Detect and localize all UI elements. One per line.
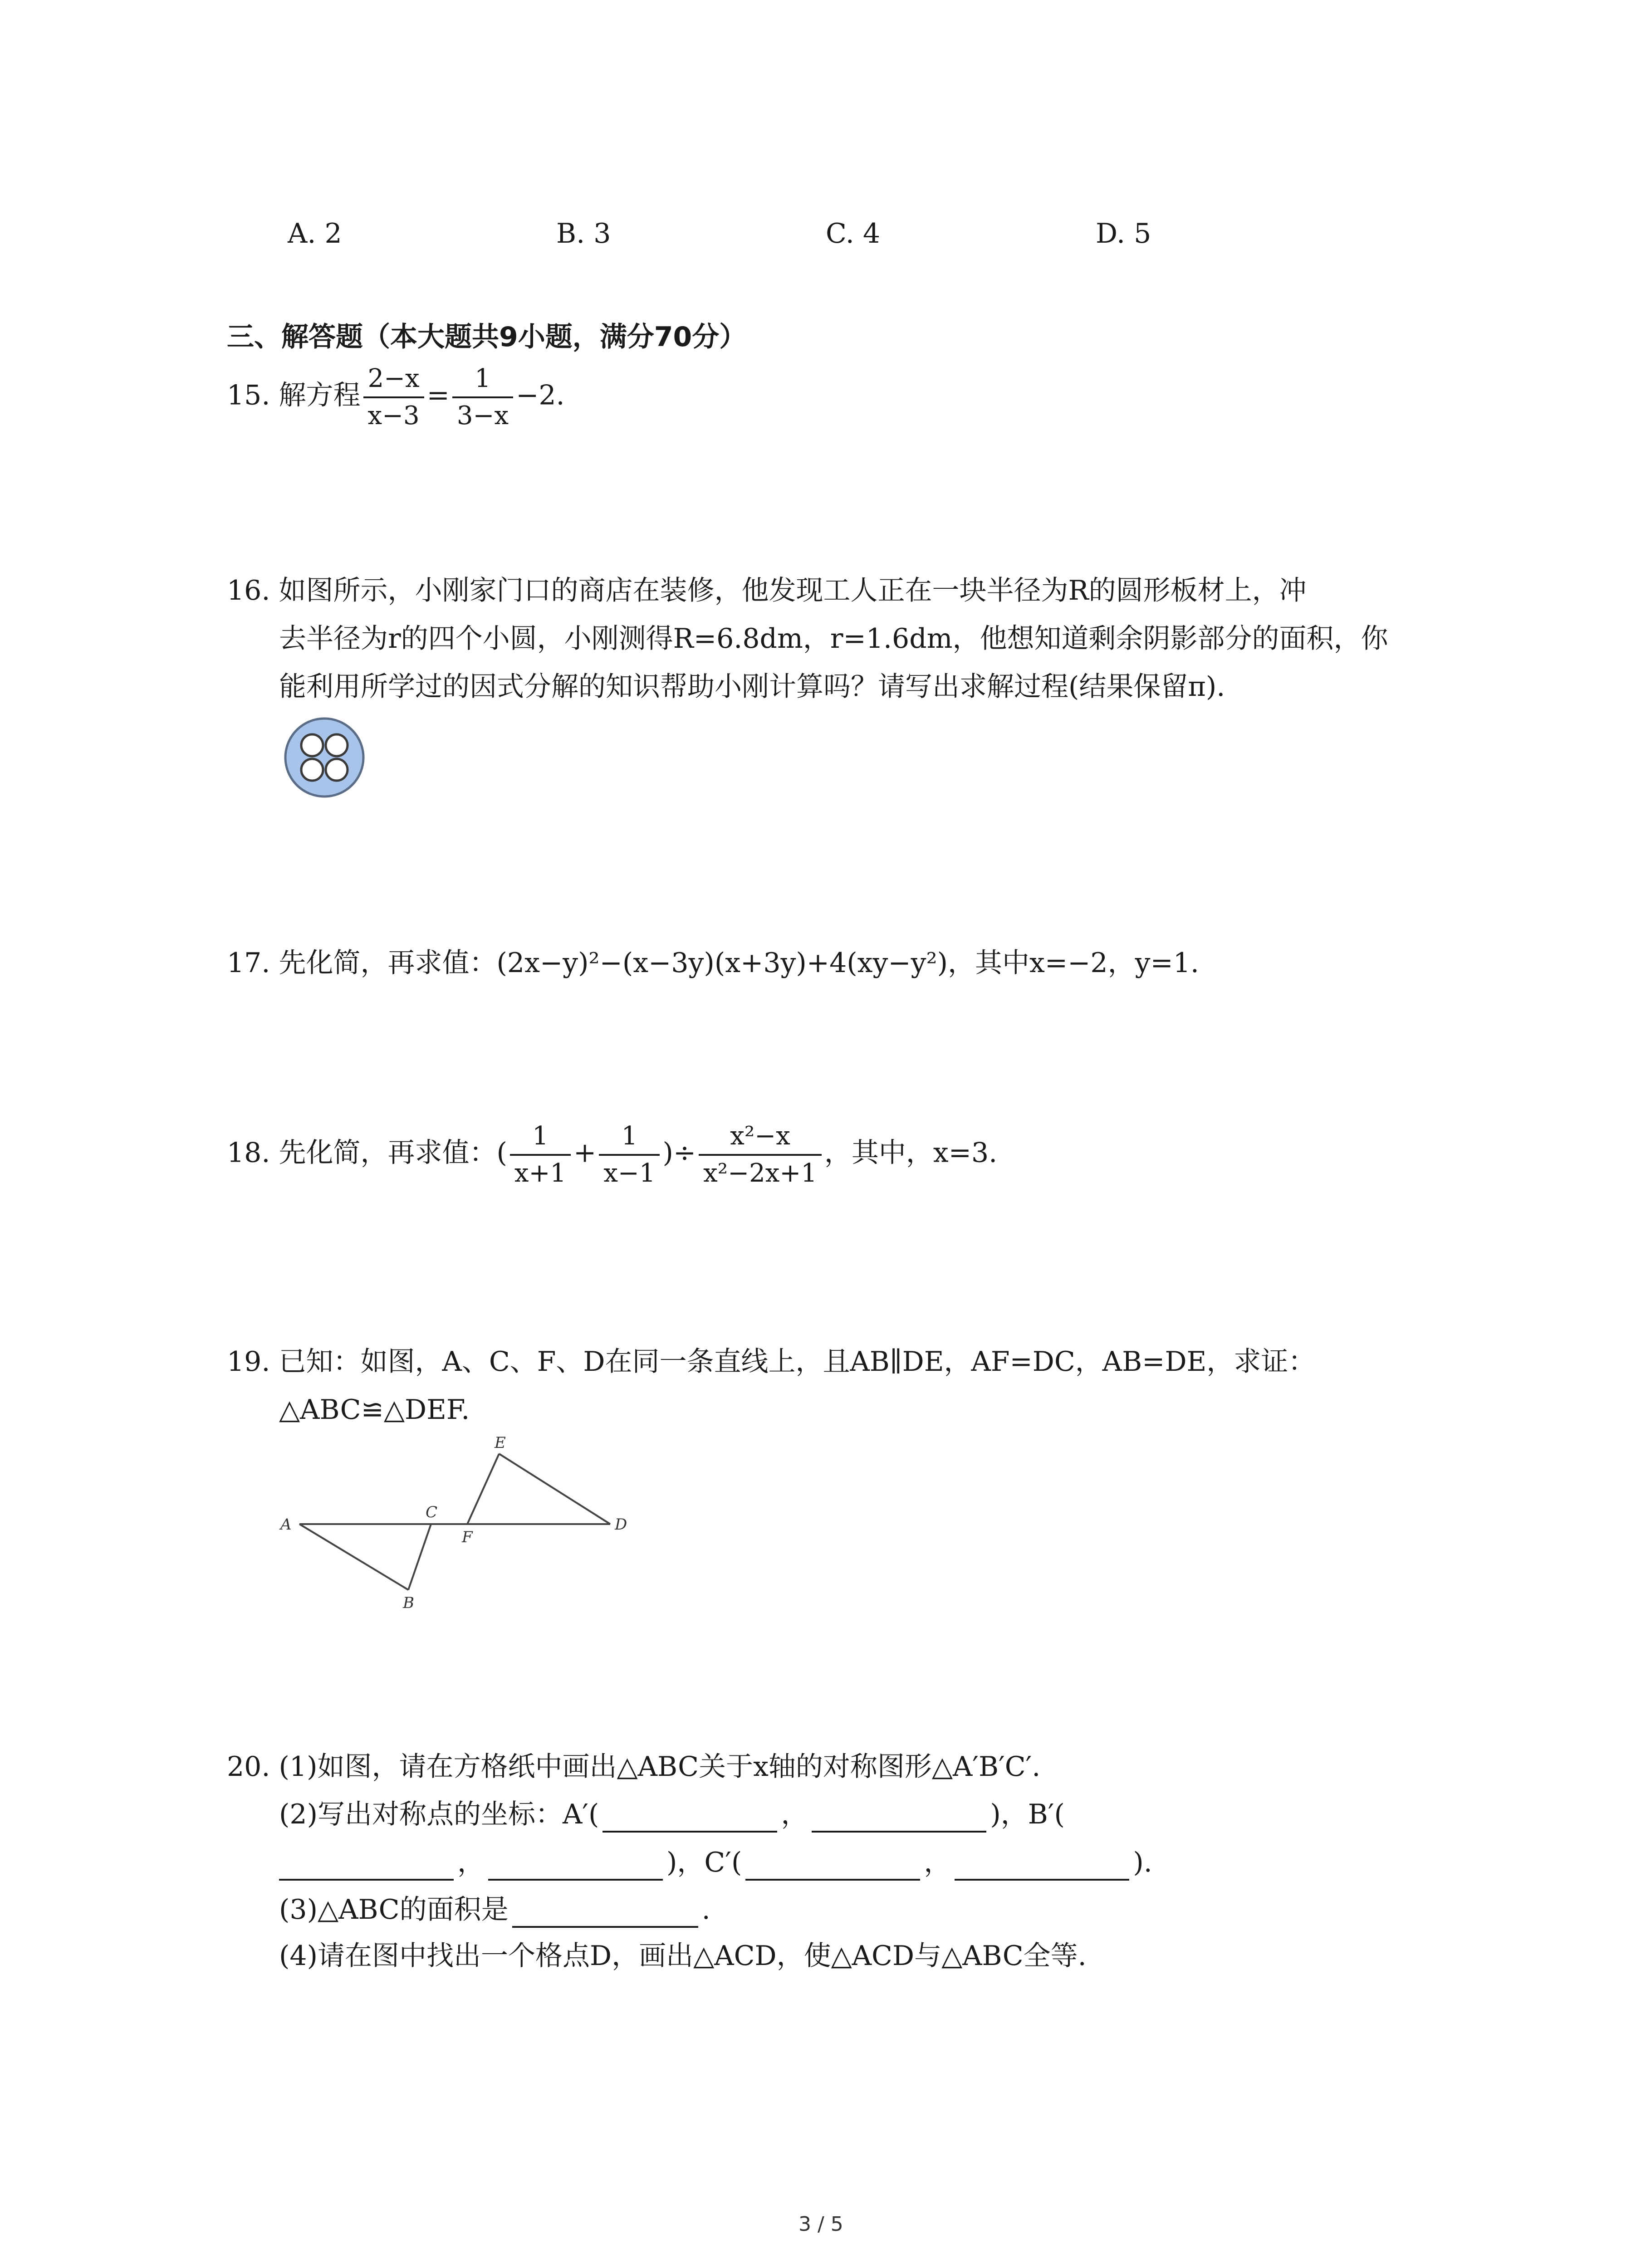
q16-line-1: 16. 如图所示，小刚家门口的商店在装修，他发现工人正在一块半径为R的圆形板材上，冲 bbox=[227, 575, 1307, 606]
choice-c: C. 4 bbox=[826, 218, 881, 249]
triangle-figure bbox=[272, 1429, 635, 1610]
question-18 bbox=[227, 1120, 997, 1189]
q16-line-3: 能利用所学过的因式分解的知识帮助小刚计算吗？请写出求解过程(结果保留π). bbox=[279, 671, 1225, 703]
q15-fraction-1 bbox=[363, 363, 424, 432]
comma: ， bbox=[457, 1847, 485, 1878]
q18-f2-numerator: 1 bbox=[599, 1120, 660, 1156]
q18-f3-numerator: x²−x bbox=[699, 1120, 822, 1156]
q15-frac1-numerator: 2−x bbox=[363, 363, 424, 398]
q15-fraction-2 bbox=[452, 363, 513, 432]
q15-equals: = bbox=[426, 379, 450, 411]
answer-blank-cx[interactable] bbox=[745, 1852, 920, 1881]
q20-line3-end: ). bbox=[1133, 1847, 1152, 1878]
label-c: C bbox=[426, 1503, 438, 1521]
comma: ， bbox=[781, 1799, 808, 1830]
q18-f2-denominator: x−1 bbox=[603, 1158, 656, 1188]
answer-blank-ax[interactable] bbox=[603, 1804, 777, 1833]
segment-ed bbox=[499, 1454, 610, 1524]
q15-frac2-denominator: 3−x bbox=[456, 401, 509, 430]
choice-a: A. 2 bbox=[288, 218, 342, 249]
q18-tail: ，其中，x=3. bbox=[824, 1137, 998, 1169]
label-e: E bbox=[495, 1434, 506, 1452]
q15-tail: −2. bbox=[516, 379, 565, 411]
q18-label: 18. 先化简，再求值：( bbox=[227, 1137, 507, 1169]
question-17: 17. 先化简，再求值：(2x−y)²−(x−3y)(x+3y)+4(xy−y²)，其中x=−2，y=1. bbox=[227, 947, 1200, 979]
answer-blank-by[interactable] bbox=[488, 1852, 663, 1881]
q20-part3-label: (3)△ABC的面积是 bbox=[279, 1894, 509, 1926]
q18-plus: + bbox=[573, 1137, 597, 1169]
answer-blank-cy[interactable] bbox=[955, 1852, 1129, 1881]
label-b: B bbox=[403, 1594, 414, 1610]
q15-label: 15. 解方程 bbox=[227, 379, 361, 411]
label-a: A bbox=[280, 1515, 292, 1534]
hole-circle bbox=[326, 734, 348, 756]
q18-f1-denominator: x+1 bbox=[514, 1158, 567, 1188]
page-number: 3 / 5 bbox=[798, 2213, 843, 2236]
label-f: F bbox=[462, 1528, 473, 1546]
q20-c-prime-label: )，C′( bbox=[666, 1847, 742, 1878]
q19-line-1: 19. 已知：如图，A、C、F、D在同一条直线上，且AB∥DE，AF=DC，AB=DE，求证： bbox=[227, 1346, 1316, 1378]
question-15 bbox=[227, 363, 565, 432]
q20-line-3 bbox=[279, 1844, 1152, 1881]
segment-fe bbox=[467, 1454, 499, 1524]
q20-b-prime-label: )，B′( bbox=[990, 1799, 1065, 1830]
hole-circle bbox=[326, 759, 348, 781]
hole-circle bbox=[301, 759, 323, 781]
q18-fraction-2 bbox=[599, 1120, 660, 1189]
q20-line-2 bbox=[279, 1796, 1065, 1833]
q18-f3-denominator: x²−2x+1 bbox=[703, 1158, 817, 1188]
q15-frac2-numerator: 1 bbox=[452, 363, 513, 398]
answer-blank-ay[interactable] bbox=[812, 1804, 986, 1833]
label-d: D bbox=[615, 1515, 627, 1534]
q18-f1-numerator: 1 bbox=[510, 1120, 571, 1156]
q18-fraction-1 bbox=[510, 1120, 571, 1189]
section-title: 三、解答题（本大题共9小题，满分70分） bbox=[227, 321, 747, 353]
q16-line-2: 去半径为r的四个小圆，小刚测得R=6.8dm，r=1.6dm，他想知道剩余阴影部分的面积，你 bbox=[279, 623, 1388, 655]
answer-blank-area[interactable] bbox=[512, 1899, 698, 1928]
segment-bc bbox=[408, 1524, 431, 1590]
q20-line-4 bbox=[279, 1892, 710, 1928]
hole-circle bbox=[301, 734, 323, 756]
q18-divide: )÷ bbox=[662, 1137, 696, 1169]
choice-b: B. 3 bbox=[556, 218, 611, 249]
q19-line-2: △ABC≌△DEF. bbox=[279, 1394, 470, 1426]
q20-line4-end: . bbox=[701, 1894, 710, 1926]
q18-fraction-3 bbox=[699, 1120, 822, 1189]
comma: ， bbox=[924, 1847, 951, 1878]
q20-line-5: (4)请在图中找出一个格点D，画出△ACD，使△ACD与△ABC全等. bbox=[279, 1940, 1087, 1972]
circle-plate-figure bbox=[281, 714, 367, 801]
q20-part2-label: (2)写出对称点的坐标：A′( bbox=[279, 1799, 599, 1830]
plate-circle bbox=[285, 719, 363, 797]
answer-blank-bx[interactable] bbox=[279, 1852, 454, 1881]
q15-frac1-denominator: x−3 bbox=[367, 401, 420, 430]
choice-d: D. 5 bbox=[1096, 218, 1151, 249]
q20-line-1: 20. (1)如图，请在方格纸中画出△ABC关于x轴的对称图形△A′B′C′. bbox=[227, 1751, 1041, 1783]
segment-ab bbox=[299, 1524, 408, 1590]
